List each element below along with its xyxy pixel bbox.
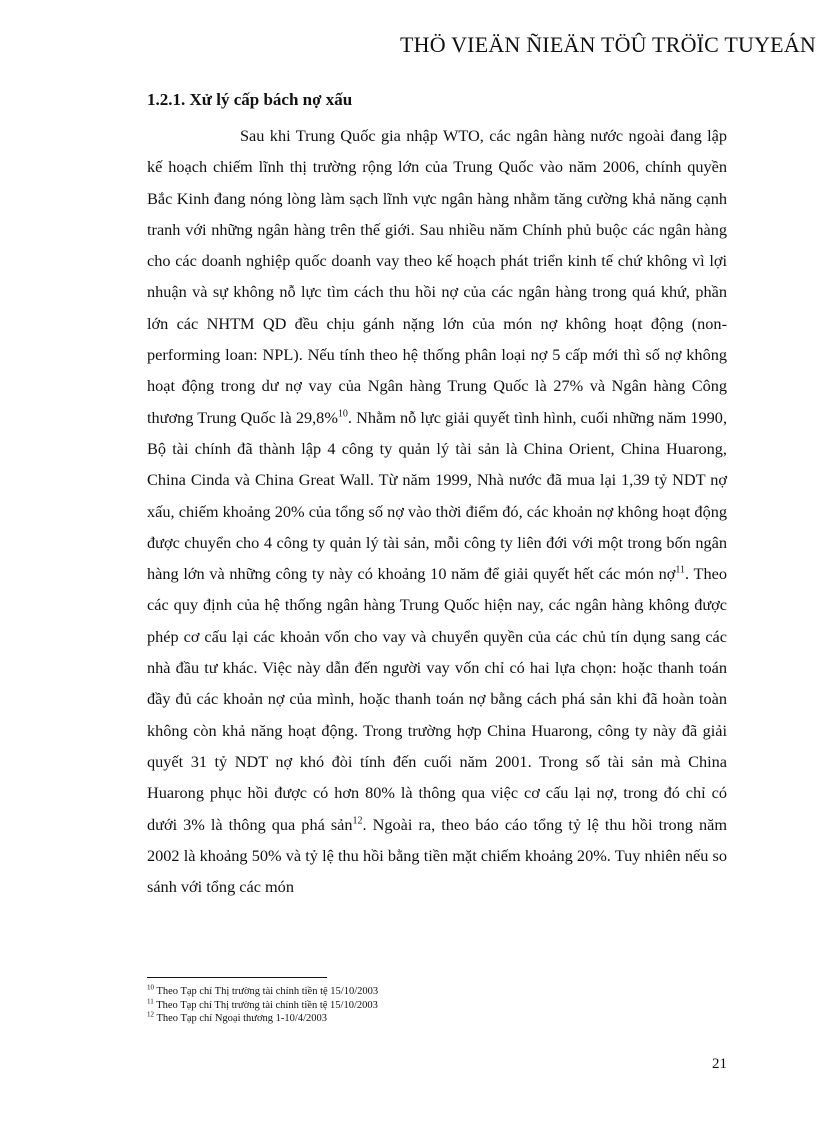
footnote bbox=[147, 985, 378, 999]
footnote-number: 11 bbox=[147, 997, 154, 1005]
footnote-ref: 10 bbox=[337, 408, 348, 420]
footnote-number: 10 bbox=[147, 983, 154, 992]
paragraph-text: . Nhằm nỗ lực giải quyết tình hình, cuối những năm 1990, Bộ tài chính đã thành lập 4 công ty quản lý tài sản là China Orient, China Huarong, China Cinda và China Great Wall. Từ năm 1999, Nhà nước đã mua lại 1,39 tỷ NDT nợ xấu, chiếm khoảng 20% của tổng số nợ vào thời điểm đó, các khoản nợ không hoạt động được chuyển cho 4 công ty quản lý tài sản, mỗi công ty liên đới với một trong bốn ngân hàng lớn và những công ty này có khoảng 10 năm để giải quyết hết các món nợ bbox=[147, 407, 728, 584]
footnote-text: Theo Tạp chí Thị trường tài chính tiền tệ 15/10/2003 bbox=[156, 999, 378, 1011]
page-header: THÖ VIEÄN ÑIEÄN TÖÛ TRÖÏC TUYEÁN bbox=[399, 32, 816, 57]
paragraph-text: Sau khi Trung Quốc gia nhập WTO, các ngân hàng nước ngoài đang lập kế hoạch chiếm lĩnh thị trường rộng lớn của Trung Quốc vào năm 2006, chính quyền Bắc Kinh đang nóng lòng làm sạch lĩnh vực ngân hàng nhằm tăng cường khả năng cạnh tranh với những ngân hàng trên thế giới. Sau nhiều năm Chính phủ buộc các ngân hàng cho các doanh nghiệp quốc doanh vay theo kế hoạch phát triển kinh tế chứ không vì lợi nhuận và sự không nỗ lực tìm cách thu hồi nợ của các ngân hàng trong quá khứ, phần lớn các NHTM QD đều chịu gánh nặng lớn của món nợ không hoạt động (non-performing loan: NPL). Nếu tính theo hệ thống phân loại nợ 5 cấp mới thì số nợ không hoạt động trong dư nợ vay của Ngân hàng Trung Quốc là 27% và Ngân hàng Công thương Trung Quốc là 29,8% bbox=[147, 126, 727, 427]
footnote-number: 12 bbox=[147, 1010, 154, 1019]
footnote bbox=[147, 1012, 378, 1026]
paragraph-text: . Ngoài ra, theo báo cáo tổng tỷ lệ thu hồi trong năm 2002 là khoảng 50% và tỷ lệ thu hồi bằng tiền mặt chiếm khoảng 20%. Tuy nhiên nếu so sánh với tổng các món bbox=[147, 814, 727, 897]
section-heading: 1.2.1. Xử lý cấp bách nợ xấu bbox=[147, 90, 353, 109]
body-text bbox=[147, 120, 727, 902]
paragraph-text: . Theo các quy định của hệ thống ngân hàng Trung Quốc hiện nay, các ngân hàng không được phép cơ cấu lại các khoản vốn cho vay và chuyển quyền của các chủ tín dụng sang các nhà đầu tư khác. Việc này dẫn đến người vay vốn chỉ có hai lựa chọn: hoặc thanh toán đầy đủ các khoản nợ của mình, hoặc thanh toán nợ bằng cách phá sản khi đã hoàn toàn không còn khả năng hoạt động. Trong trường hợp China Huarong, công ty này đã giải quyết 31 tỷ NDT nợ khó đòi tính đến cuối năm 2001. Trong số tài sản mà China Huarong phục hồi được có hơn 80% là thông qua việc cơ cấu lại nợ, trong đó chỉ có dưới 3% là thông qua phá sản bbox=[147, 564, 727, 834]
page-number: 21 bbox=[712, 1056, 727, 1072]
footnote-divider bbox=[147, 977, 327, 978]
body-paragraph bbox=[147, 120, 727, 902]
footnote-ref: 11 bbox=[675, 564, 686, 576]
footnotes bbox=[147, 985, 378, 1026]
footnote-text: Theo Tạp chí Ngoại thương 1-10/4/2003 bbox=[156, 1013, 328, 1024]
footnote-ref: 12 bbox=[352, 815, 363, 827]
footnote-text: Theo Tạp chí Thị trường tài chính tiền tệ 15/10/2003 bbox=[156, 986, 379, 997]
footnote bbox=[147, 999, 378, 1013]
